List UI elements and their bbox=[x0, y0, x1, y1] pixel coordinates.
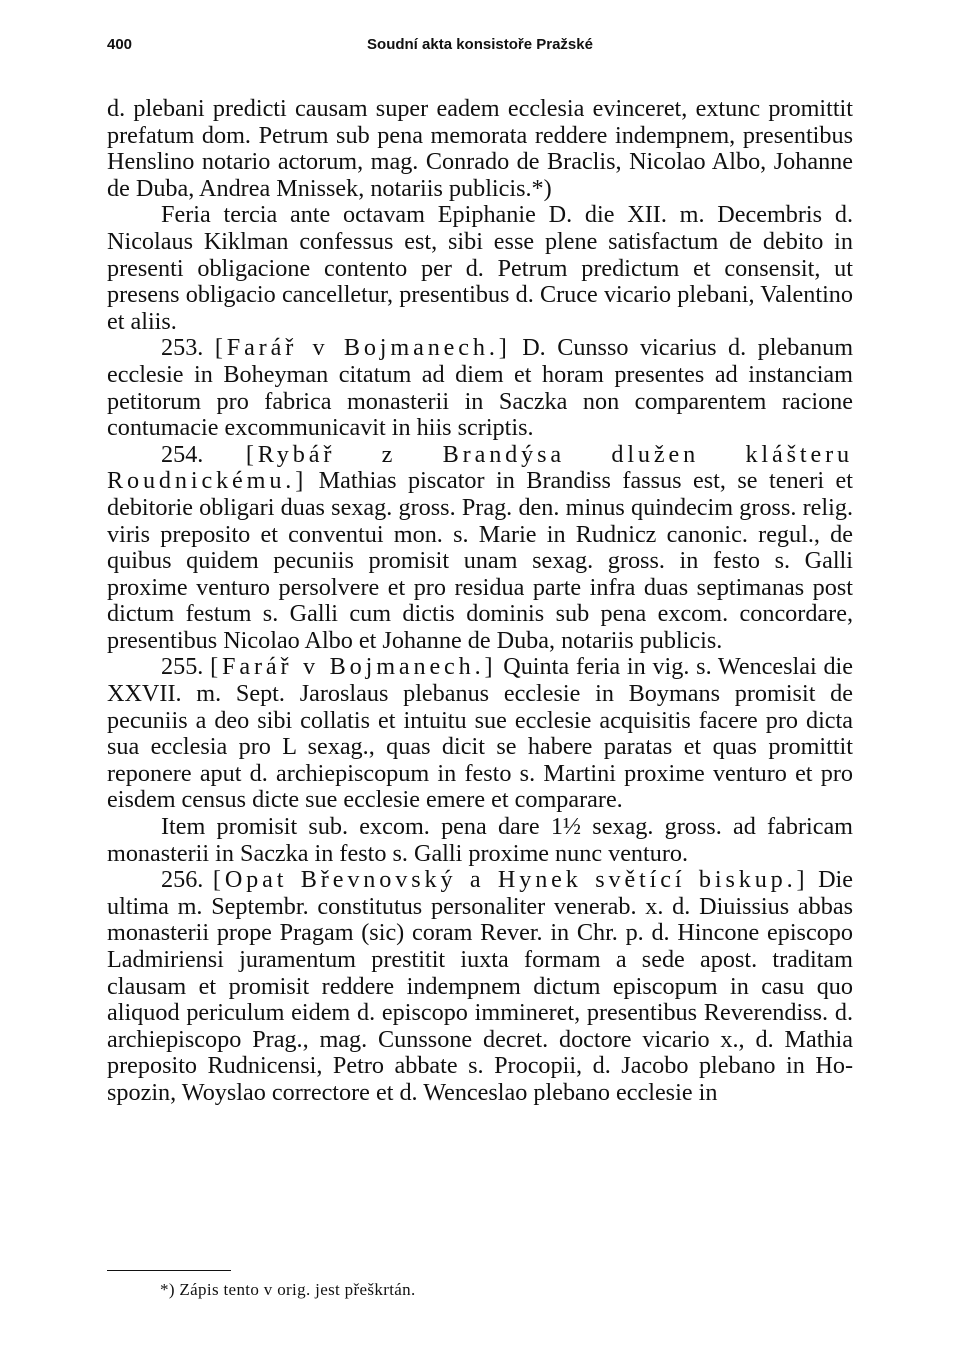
running-title: Soudní akta konsistoře Pražské bbox=[367, 36, 593, 53]
entry-number: 253. bbox=[161, 334, 204, 362]
paragraph: Feria tercia ante octavam Epiphanie D. die XII. m. Decembris d. Nicolaus Kiklman confessus est, sibi esse plene satisfactum de debito in presenti obligacione contento per d. Petrum predictum et consensit, ut presens obligacio cancelletur, presentibus d. Cruce vicario plebani, Valentino et aliis. bbox=[107, 201, 853, 335]
entry-text: Quinta feria in vig. s. Wenceslai die XXVII. m. Sept. Jaroslaus plebanus ecclesie in Boymans promisit de pecuniis a deo sibi collatis et intuitu sue ecclesie acquisitis facere pro dicta sua ecclesia pro L sexag., quas dicit se habere paratas et quas promittit reponere aput d. archiepiscopum in festo s. Martini proxime venturo et pro eisdem census dicte sue ecclesie emere et comparare. bbox=[107, 653, 854, 814]
entry-253 bbox=[107, 335, 853, 441]
page-number: 400 bbox=[107, 36, 133, 53]
entry-256 bbox=[107, 867, 853, 1106]
body-text bbox=[107, 96, 853, 1107]
footnote: *) Zápis tento v orig. jest přeškrtán. bbox=[160, 1280, 416, 1299]
paragraph: d. plebani predicti causam super eadem ecclesia evinceret, extunc promittit prefatum dom. Petrum sub pena memorata reddere indempnem, presentibus Henslino notario actorum, mag. Conrado de Braclis, Nicolao Albo, Johanne de Duba, Andrea Mnissek, notariis publicis.*) bbox=[107, 95, 853, 202]
entry-number: 255. bbox=[161, 653, 204, 681]
entry-number: 256. bbox=[161, 866, 204, 894]
entry-text: Die ultima m. Septembr. constitutus personaliter venerab. x. d. Diuissius abbas monasterii prope Pragam (sic) coram Rever. in Chr. p. d. Hincone episcopo Ladmiriensi juramentum prestitit iuxta formam a sede apost. traditam clausam et promisit reddere indempnem dictum episcopum in casu quo aliquod periculum eidem d. episcopo immineret, presentibus Reverendiss. d. archiepiscopo Prag., mag. Cunssone decret. doctore vicario x., d. Mathia preposito Rudnicensi, Petro abbate s. Procopii, d. Jacobo plebano in Hospozin, Woyslao correctore et d. Wenceslao plebano ecclesie in bbox=[107, 866, 853, 1106]
entry-title: [Farář v Bojmanech.] bbox=[210, 653, 497, 681]
entry-title: [Farář v Bojmanech.] bbox=[214, 334, 511, 362]
page bbox=[107, 30, 853, 1107]
entry-text: Mathias piscator in Brandiss fassus est, se teneri et debitorie obligari duas sexag. gross. Prag. den. minus quindecim gross. relig. viris preposito et conventui mon. s. Marie in Rudnicz canonic. regul., de quibus quidem pecuniis promisit unam sexag. gross. in festo s. Galli proxime venturo persolvere et pro residua parte infra duas septimanas post dictum festum s. Galli cum dictis dominis sub pena excom. concordare, presentibus Nicolao Albo et Johanne de Duba, notariis publicis. bbox=[107, 467, 853, 654]
entry-text: D. Cunsso vicarius d. plebanum ecclesie in Boheyman citatum ad diem et horam presentes ad instanciam petitorum pro fabrica monasterii in Saczka non comparentem racione contumacie excommunicavit in hiis scriptis. bbox=[107, 334, 854, 442]
paragraph: Item promisit sub. excom. pena dare 1½ sexag. gross. ad fabricam monasterii in Saczka in festo s. Galli proxime nunc venturo. bbox=[107, 813, 853, 867]
entry-254 bbox=[107, 442, 853, 655]
entry-number: 254. bbox=[161, 440, 204, 468]
entry-title: [Rybář z Brandýsa dlužen klášteru Roudnickému.] bbox=[107, 440, 853, 495]
entry-title: [Opat Břevnovský a Hynek světící biskup.] bbox=[212, 866, 809, 894]
page-header bbox=[107, 30, 853, 58]
entry-255 bbox=[107, 654, 853, 814]
footnote-rule bbox=[107, 1270, 231, 1271]
